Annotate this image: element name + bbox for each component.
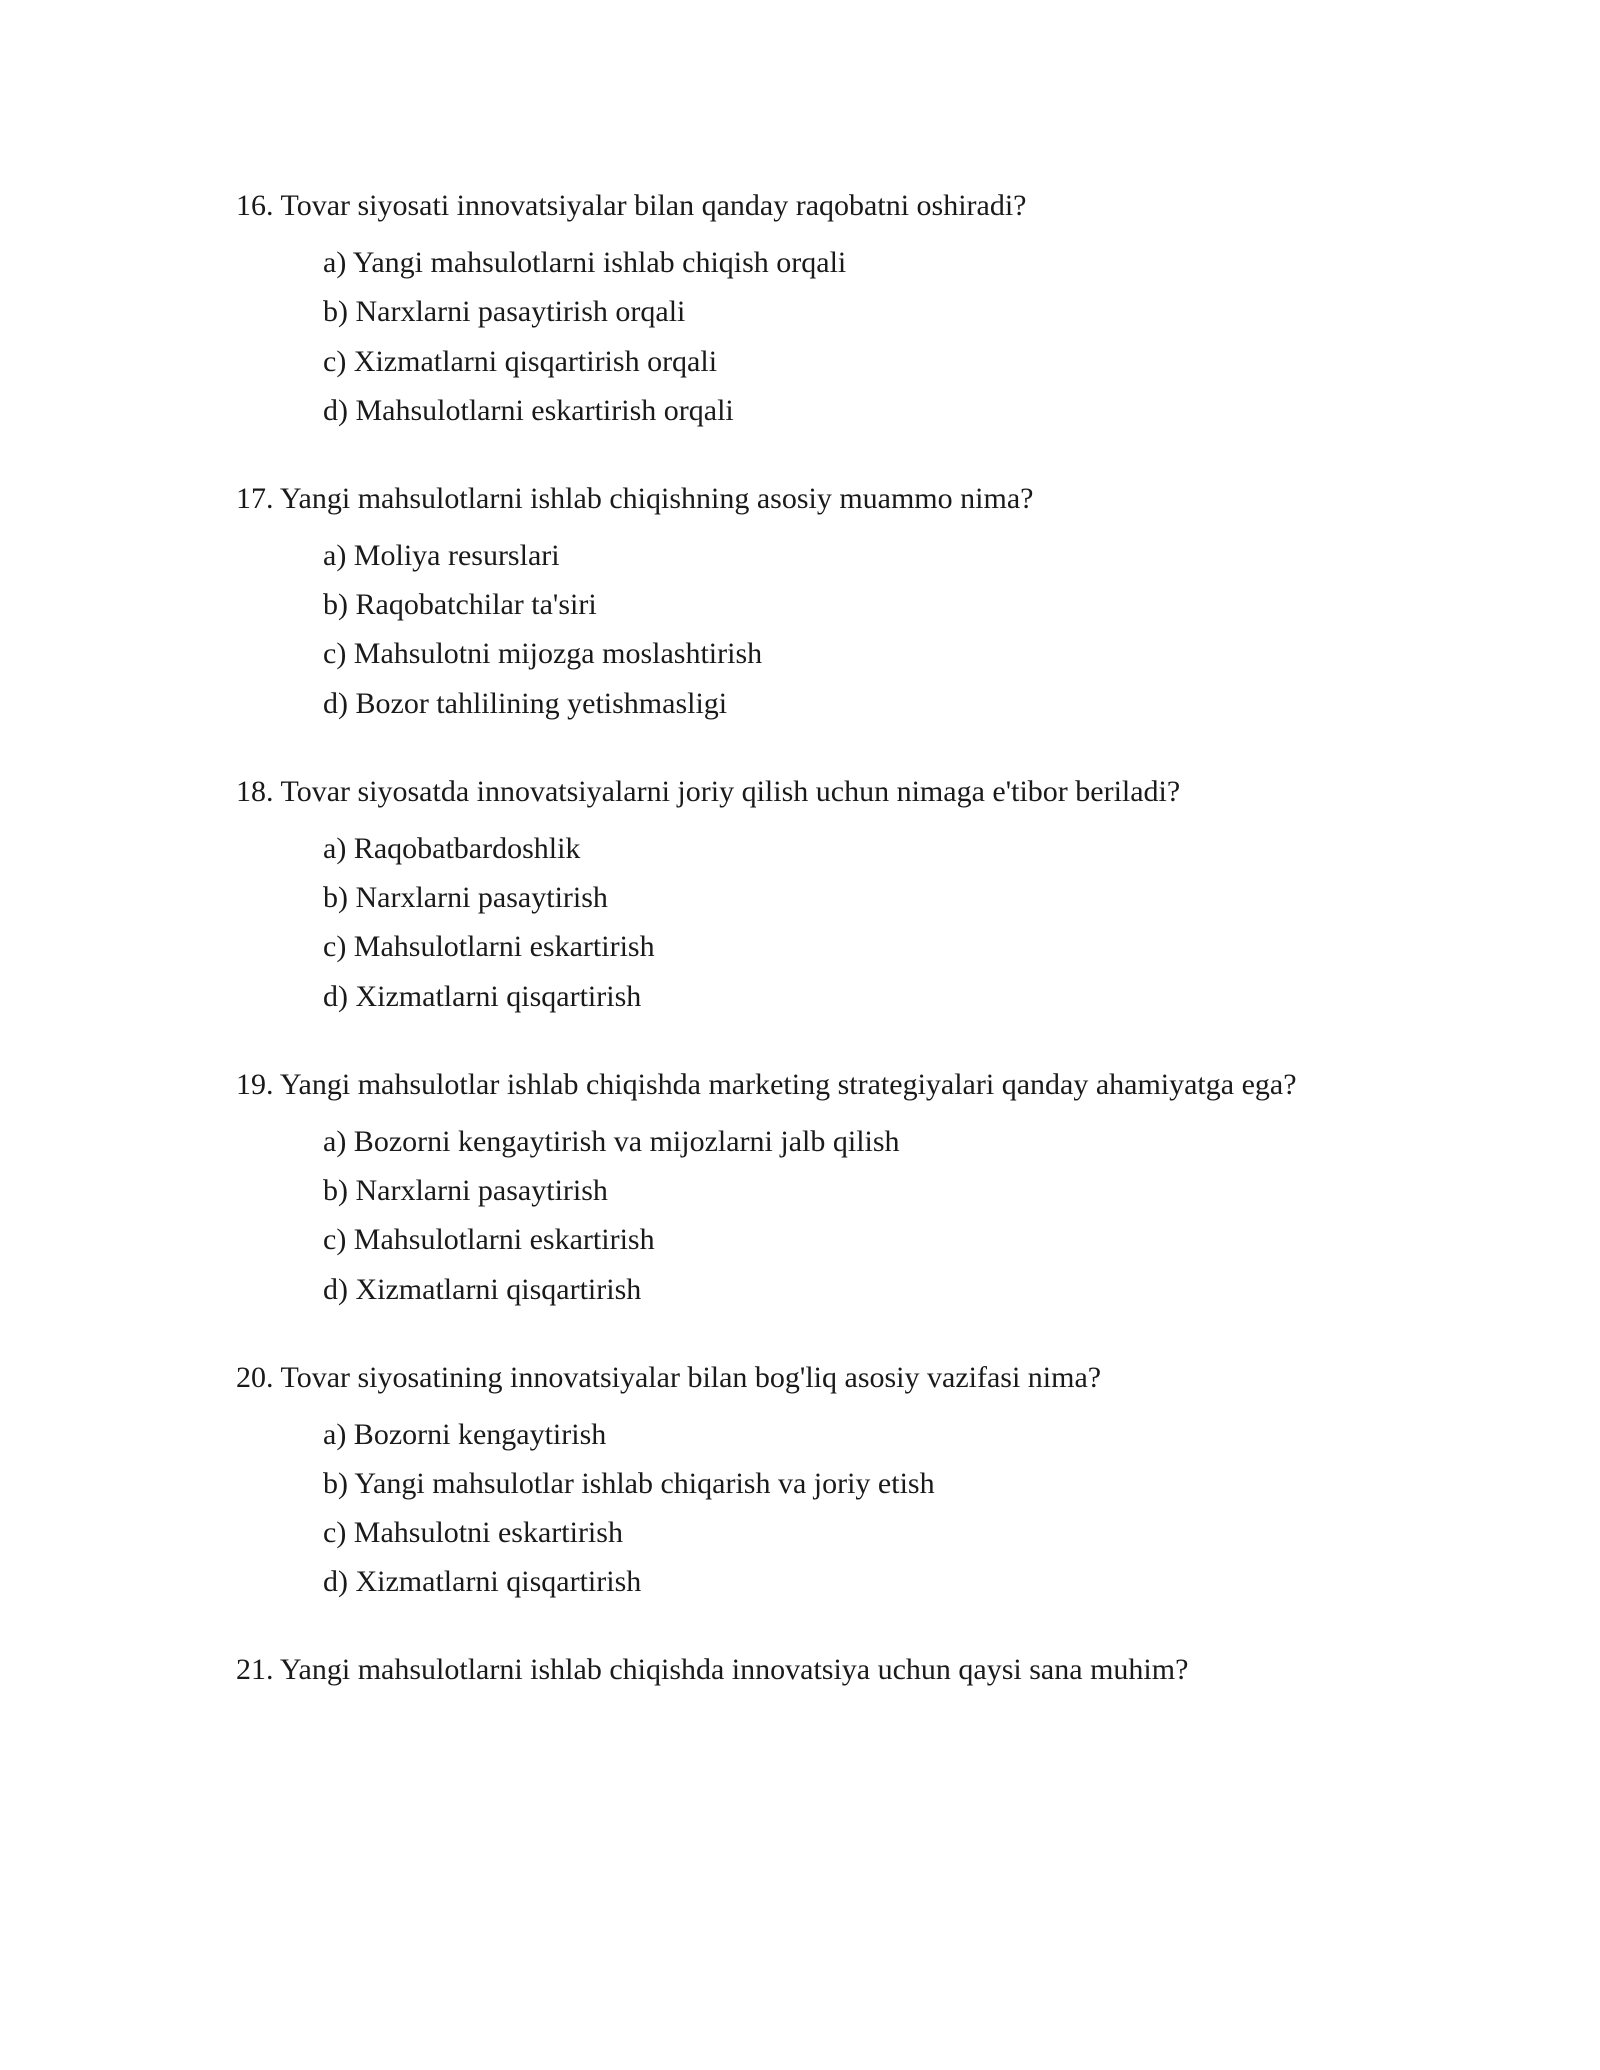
- option-d: d) Xizmatlarni qisqartirish: [323, 1565, 642, 1599]
- question-16: [236, 186, 1600, 431]
- option-b: b) Narxlarni pasaytirish: [323, 881, 608, 915]
- question-text: 21. Yangi mahsulotlarni ishlab chiqishda innovatsiya uchun qaysi sana muhim?: [236, 1653, 1189, 1687]
- option-d: d) Xizmatlarni qisqartirish: [323, 1272, 642, 1306]
- question-text: 16. Tovar siyosati innovatsiyalar bilan qanday raqobatni oshiradi?: [236, 189, 1027, 222]
- option-c: c) Mahsulotlarni eskartirish: [323, 1223, 655, 1257]
- answer-options: [236, 1122, 1600, 1310]
- question-text: 19. Yangi mahsulotlar ishlab chiqishda marketing strategiyalari qanday ahamiyatga ega?: [236, 1067, 1297, 1101]
- answer-options: [236, 829, 1600, 1017]
- answer-options: [236, 536, 1600, 724]
- question-text: 20. Tovar siyosatining innovatsiyalar bilan bog'liq asosiy vazifasi nima?: [236, 1360, 1102, 1394]
- option-a: a) Yangi mahsulotlarni ishlab chiqish orqali: [323, 246, 847, 279]
- option-b: b) Narxlarni pasaytirish orqali: [323, 295, 686, 329]
- answer-options: [236, 1415, 1600, 1603]
- question-text: 18. Tovar siyosatda innovatsiyalarni joriy qilish uchun nimaga e'tibor beriladi?: [236, 774, 1181, 808]
- question-21: [236, 1650, 1600, 1690]
- answer-options: [236, 243, 1600, 431]
- option-a: a) Bozorni kengaytirish va mijozlarni jalb qilish: [323, 1124, 900, 1158]
- option-a: a) Raqobatbardoshlik: [323, 831, 581, 865]
- option-a: a) Bozorni kengaytirish: [323, 1417, 607, 1451]
- question-text: 17. Yangi mahsulotlarni ishlab chiqishning asosiy muammo nima?: [236, 481, 1034, 515]
- option-d: d) Bozor tahlilining yetishmasligi: [323, 686, 728, 720]
- question-17: [236, 479, 1600, 724]
- option-a: a) Moliya resurslari: [323, 538, 560, 572]
- option-b: b) Yangi mahsulotlar ishlab chiqarish va joriy etish: [323, 1466, 935, 1500]
- option-b: b) Narxlarni pasaytirish: [323, 1173, 608, 1207]
- option-c: c) Mahsulotni eskartirish: [323, 1516, 623, 1550]
- option-c: c) Mahsulotlarni eskartirish: [323, 930, 655, 964]
- option-c: c) Mahsulotni mijozga moslashtirish: [323, 637, 763, 671]
- question-20: [236, 1358, 1600, 1603]
- option-d: d) Xizmatlarni qisqartirish: [323, 979, 642, 1013]
- option-c: c) Xizmatlarni qisqartirish orqali: [323, 344, 718, 378]
- question-19: [236, 1065, 1600, 1310]
- option-b: b) Raqobatchilar ta'siri: [323, 588, 597, 622]
- question-18: [236, 772, 1600, 1017]
- option-d: d) Mahsulotlarni eskartirish orqali: [323, 393, 734, 427]
